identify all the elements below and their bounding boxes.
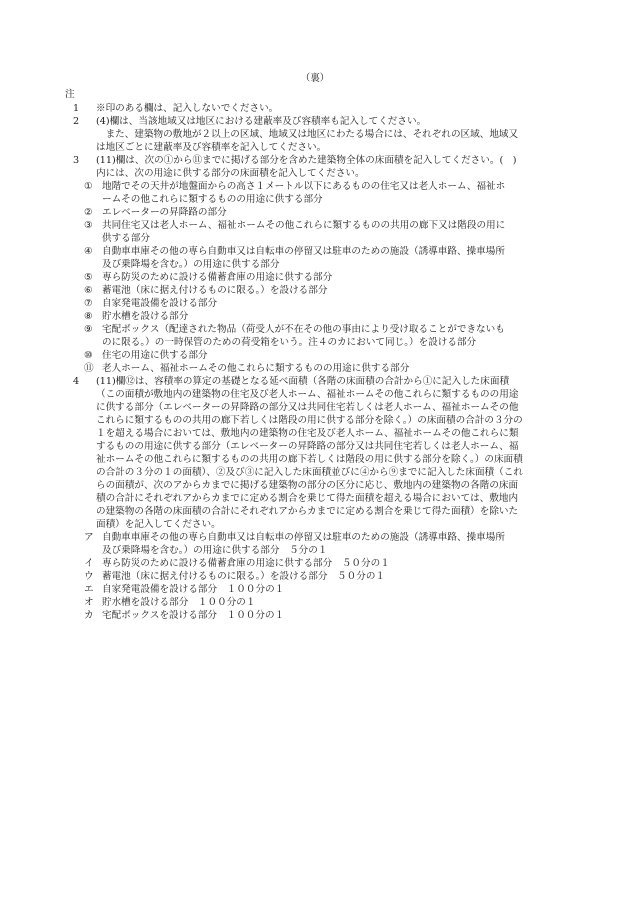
note-subitem [66,609,592,622]
note-line: １を超える場合においては、敷地内の建築物の住宅及び老人ホーム、福祉ホームその他これらに類 [96,428,519,439]
subitem-marker: ウ [84,571,94,582]
note-subitem [66,206,592,219]
note-line: するものの用途に供する部分（エレベーターの昇降路の部分又は共同住宅若しくは老人ホーム、福 [96,441,519,452]
page-title: （裏） [300,73,330,84]
subitem-line: エレベーターの昇降路の部分 [102,207,227,218]
subitem-marker: ① [84,181,93,192]
note-line: らの面積が、次のアからカまでに掲げる建築物の部分の区分に応じ、敷地内の建築物の各階の床面 [96,480,519,491]
note-subitem [66,297,592,310]
note-number: 4 [73,376,80,387]
subitem-line: 貯水槽を設ける部分 １００分の１ [102,597,256,608]
subitem-line: 自家発電設備を設ける部分 １００分の１ [102,584,285,595]
note-line: 積の合計にそれぞれアからカまでに定める割合を乗じて得た面積を超える場合においては、敷地内 [96,493,519,504]
note-line: (4)欄は、当該地域又は地区における建蔽率及び容積率も記入してください。 [96,116,427,127]
subitem-marker: ③ [84,220,93,231]
note-item [66,154,592,180]
note-subitem [66,557,592,570]
subitem-line: 宅配ボックス（配達された物品（荷受人が不在その他の事由により受け取ることができないも [102,324,505,335]
subitem-line: 自動車車庫その他の専ら自動車又は自転車の停留又は駐車のための施設（誘導車路、操車場所 [102,532,505,543]
subitem-line: 共同住宅又は老人ホーム、福祉ホームその他これらに類するものの共用の廊下又は階段の用に [102,220,506,231]
subitem-line: 及び乗降場を含む。）の用途に供する部分 [102,259,280,270]
note-number: 3 [73,155,80,166]
subitem-marker: ⑨ [84,324,93,335]
note-subitem [66,570,592,583]
note-subitem [66,583,592,596]
note-number: 2 [73,116,80,127]
note-line: また、建築物の敷地が２以上の区域、地域又は地区にわたる場合には、それぞれの区域、地域又 [96,129,519,140]
note-subitem [66,180,592,206]
note-subitem [66,349,592,362]
subitem-line: 蓄電池（床に据え付けるものに限る。）を設ける部分 [102,285,328,296]
subitem-marker: イ [84,558,94,569]
note-line: 内には、次の用途に供する部分の床面積を記入してください。 [96,168,365,179]
subitem-line: 宅配ボックスを設ける部分 １００分の１ [102,610,285,621]
note-line: （この面積が敷地内の建築物の住宅及び老人ホーム、福祉ホームその他これらに類するものの用途 [96,389,519,400]
subitem-line: 専ら防災のために設ける備蓄倉庫の用途に供する部分 [102,272,333,283]
subitem-marker: ⑪ [84,363,94,374]
note-item [66,102,592,115]
subitem-marker: ② [84,207,93,218]
note-line: これらに類するものの共用の廊下若しくは階段の用に供する部分を除く。）の床面積の合計の３分の [96,415,523,426]
subitem-line: 住宅の用途に供する部分 [102,350,208,361]
note-line: 面積）を記入してください。 [96,519,221,530]
note-subitem [66,323,592,349]
note-item [66,115,592,154]
subitem-line: 地階でその天井が地盤面からの高さ１メートル以下にあるものの住宅又は老人ホーム、福祉ホ [102,181,506,192]
note-subitem [66,284,592,297]
subitem-marker: オ [84,597,94,608]
note-item [66,375,592,531]
subitem-marker: ⑦ [84,298,93,309]
subitem-line: のに限る。）の一時保管のための荷受箱をいう。注４のカにおいて同じ。）を設ける部分 [102,337,477,348]
subitem-line: 専ら防災のために設ける備蓄倉庫の用途に供する部分 ５０分の１ [102,558,390,569]
note-subitem [66,531,592,557]
subitem-marker: ④ [84,246,93,257]
note-subitem [66,245,592,271]
subitem-line: 及び乗降場を含む。）の用途に供する部分 ５分の１ [102,545,328,556]
subitem-marker: カ [84,610,94,621]
note-subitem [66,596,592,609]
note-line: の合計の３分の１の面積）、②及び③に記入した床面積並びに④から⑨までに記入した床面積（これ [96,467,523,478]
subitem-line: 自動車車庫その他の専ら自動車又は自転車の停留又は駐車のための施設（誘導車路、操車場所 [102,246,505,257]
subitem-line: 老人ホーム、福祉ホームその他これらに類するものの用途に供する部分 [102,363,410,374]
note-line: (11)欄は、次の①から⑪までに掲げる部分を含めた建築物全体の床面積を記入してください。( ) [96,155,517,166]
note-number: 1 [73,103,80,114]
note-subitem [66,219,592,245]
subitem-line: 供する部分 [102,233,150,244]
notes-label: 注 [65,89,75,100]
note-line: の建築物の各階の床面積の合計にそれぞれアからカまでに定める割合を乗じて得た面積）を除いた [96,506,519,517]
subitem-marker: ア [84,532,94,543]
subitem-marker: ⑥ [84,285,93,296]
subitem-marker: ⑧ [84,311,93,322]
note-subitem [66,362,592,375]
subitem-line: 貯水槽を設ける部分 [102,311,189,322]
note-line: 祉ホームその他これらに類するものの共用の廊下若しくは階段の用に供する部分を除く。）の床面積 [96,454,523,465]
subitem-line: 自家発電設備を設ける部分 [102,298,218,309]
notes-body [66,102,592,622]
note-subitem [66,271,592,284]
note-subitem [66,310,592,323]
subitem-marker: エ [84,584,94,595]
note-line: は地区ごとに建蔽率及び容積率を記入してください。 [96,142,327,153]
note-line: ※印のある欄は、記入しないでください。 [96,103,279,114]
subitem-marker: ⑩ [84,350,93,361]
note-line: に供する部分（エレベーターの昇降路の部分又は共同住宅若しくは老人ホーム、福祉ホームその他 [96,402,519,413]
subitem-marker: ⑤ [84,272,93,283]
subitem-line: ームその他これらに類するものの用途に供する部分 [102,194,323,205]
subitem-line: 蓄電池（床に据え付けるものに限る。）を設ける部分 ５０分の１ [102,571,386,582]
note-line: (11)欄⑫は、容積率の算定の基礎となる延べ面積（各階の床面積の合計から①に記入した床面積 [96,376,510,387]
